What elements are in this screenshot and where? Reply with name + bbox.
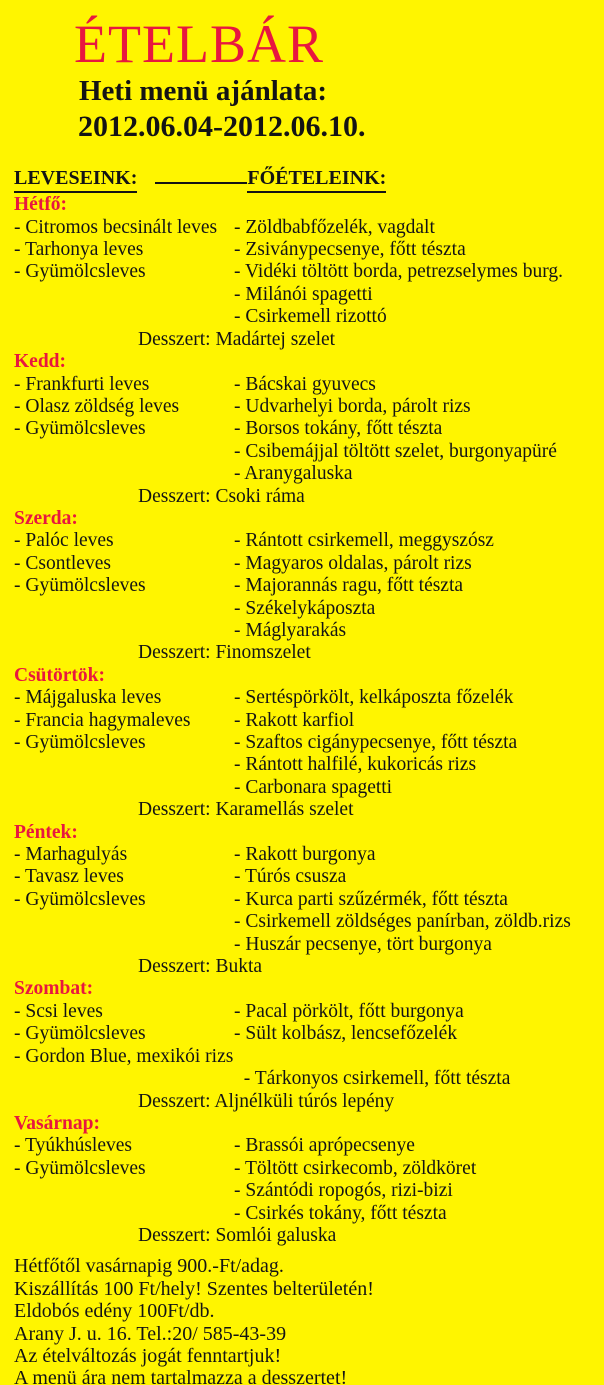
day-label: Szerda: (14, 507, 78, 529)
soup-item: - Gyümölcsleves (14, 1157, 146, 1179)
soup-item: - Citromos becsinált leves (14, 216, 218, 238)
main-item: - Szaftos cigánypecsenye, főtt tészta (234, 732, 518, 754)
menu-row (0, 396, 604, 418)
soup-item: - Marhagulyás (14, 844, 128, 866)
menu-row (0, 1046, 604, 1068)
main-item: - Csibemájjal töltött szelet, burgonyapüré (234, 440, 557, 462)
dessert-value: Aljnélküli túrós lepény (214, 1090, 395, 1112)
menu-row (0, 777, 604, 799)
soup-item: - Tavasz leves (14, 866, 124, 888)
day-label: Csütörtök: (14, 664, 105, 686)
page-subtitle: Heti menü ajánlata: (79, 75, 328, 108)
dessert-label: Desszert: (138, 799, 216, 821)
footer-line: Az ételváltozás jogát fenntartjuk! (14, 1344, 282, 1367)
main-item: - Székelykáposzta (234, 597, 376, 619)
main-item: - Huszár pecsenye, tört burgonya (234, 933, 492, 955)
menu-row (0, 1023, 604, 1045)
menu-row (0, 261, 604, 283)
main-item: - Szántódi ropogós, rizi-bizi (234, 1180, 453, 1202)
footer (14, 1255, 604, 1385)
dessert-line (138, 642, 604, 664)
menu-row (0, 374, 604, 396)
soup-item (14, 463, 234, 485)
menu-row (0, 306, 604, 328)
soups-column-header: LEVESEINK: (14, 167, 137, 193)
soup-item (14, 934, 234, 956)
soup-item: - Gordon Blue, mexikói rizs (14, 1045, 234, 1067)
menu-day (0, 194, 604, 351)
main-item: - Vidéki töltött borda, petrezselymes burg. (234, 261, 563, 283)
soup-item: - Tyúkhúsleves (14, 1135, 132, 1157)
main-item: - Csirkemell rizottó (234, 306, 387, 328)
menu-row (0, 732, 604, 754)
menu-row (0, 284, 604, 306)
menu-row (0, 1001, 604, 1023)
footer-line: Hétfőtől vasárnapig 900.-Ft/adag. (14, 1255, 284, 1278)
main-item: - Túrós csusza (234, 866, 347, 888)
dessert-value: Madártej szelet (215, 328, 336, 350)
main-item: - Pacal pörkölt, főtt burgonya (234, 1000, 464, 1022)
menu-row (0, 1158, 604, 1180)
soup-item (14, 1068, 234, 1090)
main-item: - Rakott burgonya (234, 844, 376, 866)
main-item: - Milánói spagetti (234, 283, 373, 305)
footer-line: Arany J. u. 16. Tel.:20/ 585-43-39 (14, 1322, 287, 1345)
menu-row (0, 889, 604, 911)
menu-row (0, 418, 604, 440)
main-item: - Rántott csirkemell, meggyszósz (234, 530, 494, 552)
dessert-label: Desszert: (138, 956, 216, 978)
dessert-line (138, 486, 604, 508)
footer-line: Kiszállítás 100 Ft/hely! Szentes belterületén! (14, 1277, 374, 1300)
dessert-line (138, 1091, 604, 1113)
main-item: - Udvarhelyi borda, párolt rizs (234, 395, 471, 417)
dessert-value: Finomszelet (215, 642, 311, 664)
dessert-label: Desszert: (138, 642, 216, 664)
soup-item: - Csontleves (14, 552, 111, 574)
menu-day (0, 978, 604, 1112)
soup-item (14, 754, 234, 776)
main-item: - Csirkés tokány, főtt tészta (234, 1202, 447, 1224)
main-item: - Majorannás ragu, főtt tészta (234, 575, 464, 597)
main-item: - Rakott karfiol (234, 709, 355, 731)
menu-day (0, 1113, 604, 1247)
soup-item: - Májgaluska leves (14, 687, 162, 709)
main-item: - Máglyarakás (234, 619, 347, 641)
soup-item (14, 1203, 234, 1225)
soup-item: - Frankfurti leves (14, 373, 150, 395)
soup-item (14, 1180, 234, 1202)
soup-item: - Gyümölcsleves (14, 261, 146, 283)
menu-row (0, 441, 604, 463)
menu-day (0, 508, 604, 665)
dessert-label: Desszert: (138, 328, 216, 350)
main-item: - Kurca parti szűzérmék, főtt tészta (234, 888, 508, 910)
main-item: - Csirkemell zöldséges panírban, zöldb.rizs (234, 911, 571, 933)
menu-row (0, 530, 604, 552)
dessert-line (138, 956, 604, 978)
dessert-label: Desszert: (138, 485, 216, 507)
dessert-value: Karamellás szelet (215, 799, 354, 821)
soup-item: - Gyümölcsleves (14, 888, 146, 910)
soup-item: - Gyümölcsleves (14, 575, 146, 597)
main-item: - Töltött csirkecomb, zöldköret (234, 1157, 477, 1179)
menu-row (0, 239, 604, 261)
mains-column-header: FŐÉTELEINK: (247, 167, 386, 193)
main-item: - Sült kolbász, lencsefőzelék (234, 1023, 458, 1045)
footer-line: Eldobós edény 100Ft/db. (14, 1300, 215, 1323)
day-label: Szombat: (14, 978, 94, 1000)
menu-row (0, 620, 604, 642)
dessert-line (138, 1225, 604, 1247)
menu-row (0, 1068, 604, 1090)
menu-row (0, 598, 604, 620)
dessert-line (138, 329, 604, 351)
day-label: Hétfő: (14, 194, 68, 216)
main-item: - Carbonara spagetti (234, 776, 393, 798)
menu-row (0, 866, 604, 888)
day-label: Péntek: (14, 821, 78, 843)
menu-row (0, 844, 604, 866)
menu-row (0, 575, 604, 597)
soup-item (14, 620, 234, 642)
main-item: - Borsos tokány, főtt tészta (234, 418, 443, 440)
menu-row (0, 1203, 604, 1225)
soup-item: - Tarhonya leves (14, 239, 144, 261)
soup-item: - Scsi leves (14, 1000, 103, 1022)
menu-row (0, 1135, 604, 1157)
soup-item: - Gyümölcsleves (14, 732, 146, 754)
page-title: ÉTELBÁR (74, 14, 324, 74)
dessert-label: Desszert: (138, 1090, 215, 1112)
main-item: - Magyaros oldalas, párolt rizs (234, 552, 472, 574)
menu-day (0, 665, 604, 822)
menu-day (0, 351, 604, 508)
menu-row (0, 1180, 604, 1202)
soup-item: - Gyümölcsleves (14, 1023, 146, 1045)
menu-row (0, 754, 604, 776)
footer-line: A menü ára nem tartalmazza a desszertet! (14, 1367, 348, 1385)
menu-row (0, 217, 604, 239)
main-item: - Bácskai gyuvecs (234, 373, 376, 395)
menu-row (0, 687, 604, 709)
soup-item: - Palóc leves (14, 530, 114, 552)
main-item: - Zöldbabfőzelék, vagdalt (234, 216, 435, 238)
column-headers (14, 167, 604, 193)
dessert-line (138, 799, 604, 821)
day-label: Vasárnap: (14, 1112, 100, 1134)
dessert-value: Somlói galuska (215, 1224, 337, 1246)
soup-item (14, 441, 234, 463)
soup-item (14, 306, 234, 328)
menu-row (0, 911, 604, 933)
soup-item (14, 777, 234, 799)
main-item: - Rántott halfilé, kukoricás rizs (234, 754, 477, 776)
soup-item (14, 598, 234, 620)
menu-days (0, 194, 604, 1247)
main-item: - Sertéspörkölt, kelkáposzta főzelék (234, 687, 514, 709)
menu-row (0, 553, 604, 575)
menu-day (0, 822, 604, 979)
menu-row (0, 463, 604, 485)
menu-row (0, 710, 604, 732)
soup-item (14, 284, 234, 306)
dessert-value: Bukta (215, 956, 263, 978)
menu-row (0, 934, 604, 956)
dessert-label: Desszert: (138, 1224, 216, 1246)
main-item: - Brassói aprópecsenye (234, 1135, 415, 1157)
soup-item (14, 911, 234, 933)
header-underline-fill (155, 167, 247, 184)
date-range: 2012.06.04-2012.06.10. (78, 110, 366, 144)
soup-item: - Francia hagymaleves (14, 709, 191, 731)
day-label: Kedd: (14, 351, 67, 373)
soup-item: - Olasz zöldség leves (14, 395, 180, 417)
soup-item: - Gyümölcsleves (14, 418, 146, 440)
main-item: - Aranygaluska (234, 463, 353, 485)
dessert-value: Csoki ráma (215, 485, 305, 507)
main-item: - Tárkonyos csirkemell, főtt tészta (234, 1068, 511, 1090)
main-item: - Zsiványpecsenye, főtt tészta (234, 239, 466, 261)
